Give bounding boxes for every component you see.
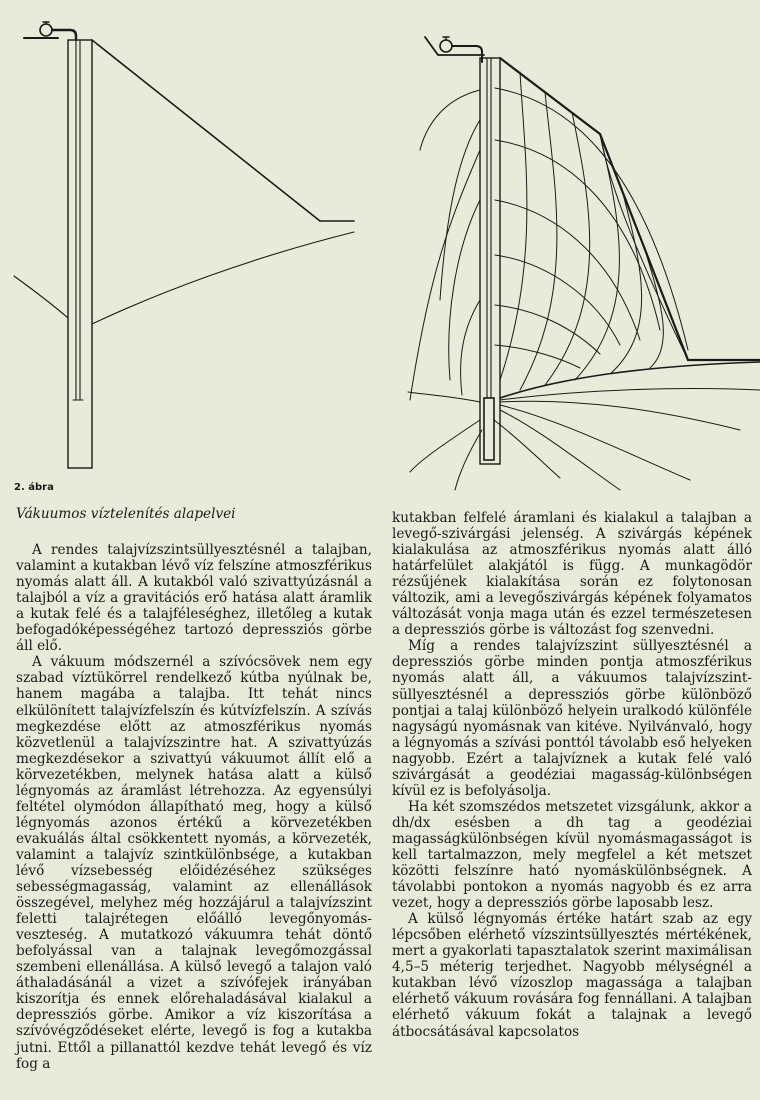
- right-text-column: [392, 510, 752, 1040]
- paragraph: kutakban felfelé áramlani és kialakul a talajban a levegő-szivárgási jelenség. A szivárgás képének kialakulása az atmoszférikus nyomás alatt álló határfelület alakjától is függ. A munkagödör rézsűjének kialakítása során ez folytonosan változik, ami a levegőszivárgás képének folyamatos változását vonja maga után és ezzel természetesen a depressziós görbe is változást fog szenvedni.: [392, 510, 752, 639]
- depression-curve-left: [14, 276, 68, 318]
- well-tube: [480, 58, 500, 464]
- left-well-diagram: [14, 22, 354, 468]
- paragraph: Ha két szomszédos metszetet vizsgálunk, akkor a dh/dx esésben a dh tag a geodéziai magasságkülönbségen kívül nyomásmagasságot is kell tartalmazzon, mely megfelel a két metszet közötti felszínre ható nyomáskülönbségnek. A távolabbi pontokon a nyomás nagyobb és ez arra vezet, hogy a depressziós görbe laposabb lesz.: [392, 798, 752, 912]
- paragraph: A vákuum módszernél a szívócsövek nem egy szabad víztükörrel rendelkező kútba nyúlnak be, hanem magába a talajba. Itt tehát nincs elkülönített talajvízfelszín és kútvízfelszín. A szívás megkezdése előtt az atmoszférikus nyomás közvetlenül a talajvízszintre hat. A szivattyúzás megkezdésekor a szivattyú vákuumot állít elő a körvezetékben, melynek hatása alatt a külső légnyomás az áramlást létrehozza. Az egyensúlyi feltétel olymódon állapítható meg, hogy a külső légnyomás azonos értékű a körvezetékben evakuálás által csökkentett nyomás, a körvezeték, valamint a talajvíz szintkülönbsége, a kutakban lévő vízsebesség előidézéséhez szükséges sebességmagasság, valamint az ellenállások összegével, melyhez még hozzájárul a talajvízszint feletti talajrétegen előálló levegőnyomás-veszteség. A mutatkozó vákuumra tehát döntő befolyással van a talajnak levegőmozgással szembeni ellenállása. A külső levegő a talajon való áthaladásánál a vizet a szívófejek irányában kiszorítja és ennek előrehaladásával kialakul a depressziós görbe. Amikor a víz kiszorítása a szívóvégződéseket elérte, levegő is fog a kutakba jutni. Ettől a pillanattól kezdve tehát levegő és víz fog a: [16, 654, 372, 1072]
- well-screen: [484, 398, 494, 460]
- pump-icon: [40, 24, 52, 36]
- figure-2-diagram: [0, 0, 760, 500]
- paragraph: A külső légnyomás értéke határt szab az egy lépcsőben elérhető vízszintsüllyesztés mértékének, mert a gyakorlati tapasztalatok szerint maximálisan 4,5–5 méterig terjedhet. Nagyobb mélységnél a kutakban lévő vízoszlop magassága a talajban elérhető vákuum rovására fog fennállani. A talajban elérhető vákuum fokát a talajnak a levegő átbocsátásával kapcsolatos: [392, 911, 752, 1040]
- figure-caption: 2. ábra: [14, 482, 54, 493]
- slope-line: [92, 40, 320, 221]
- paragraph: Míg a rendes talajvízszint süllyesztésnél a depressziós görbe minden pontja atmoszférikus nyomás alatt áll, a vákuumos talajvízszintsüllyesztésnél a depressziós görbe különböző pontjai a talaj különböző helyein uralkodó különféle nagyságú nyomásnak van kitéve. Nyilvánvaló, hogy a légnyomás a szívási ponttól távolabb eső helyeken nagyobb. Ezért a talajvíznek a kutak felé való szivárgását a geodéziai magasság-különbségen kívül ez is befolyásolja.: [392, 638, 752, 799]
- paragraph: A rendes talajvízszintsüllyesztésnél a talajban, valamint a kutakban lévő víz felszíne atmoszférikus nyomás alatt áll. A kutakból való szivattyúzásnál a talajból a víz a gravitációs erő hatása alatt áramlik a kutak felé és a talajféleséghez, illetőleg a kutak befogadóképességéhez tartozó depressziós görbe áll elő.: [16, 542, 372, 655]
- depression-curve: [500, 362, 760, 398]
- right-well-diagram: [408, 37, 760, 490]
- pump-icon: [440, 40, 452, 52]
- section-title: Vákuumos víztelenítés alapelvei: [16, 506, 236, 522]
- left-text-column: [16, 504, 372, 1072]
- depression-curve-right: [92, 232, 354, 324]
